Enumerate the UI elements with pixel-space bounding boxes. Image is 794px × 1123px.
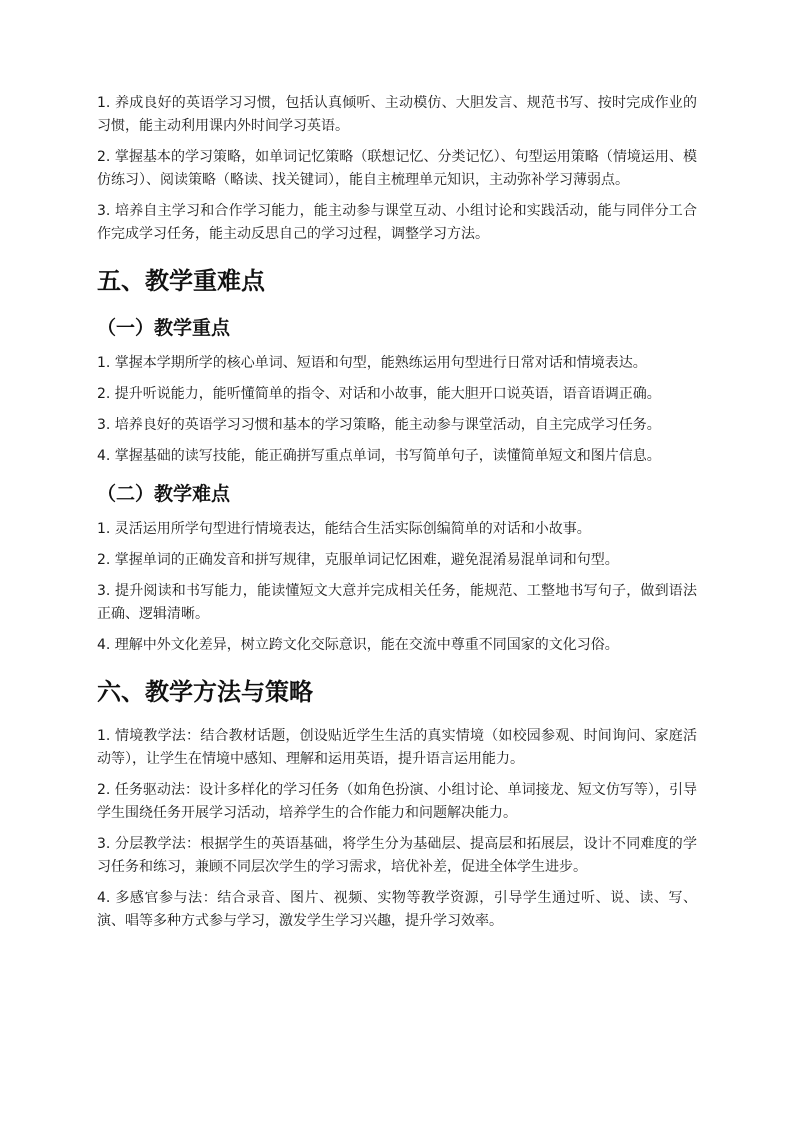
key-point-item: 4. 掌握基础的读写技能，能正确拼写重点单词，书写简单句子，读懂简单短文和图片信息。 <box>97 448 661 464</box>
section-5-2-heading: （二）教学难点 <box>97 483 231 505</box>
intro-paragraph-2: 2. 掌握基本的学习策略，如单词记忆策略（联想记忆、分类记忆）、句型运用策略（情境运用、模仿练习）、阅读策略（略读、找关键词），能自主梳理单元知识，主动弥补学习薄弱点。 <box>97 149 697 188</box>
method-item: 4. 多感官参与法：结合录音、图片、视频、实物等教学资源，引导学生通过听、说、读、写、演、唱等多种方式参与学习，激发学生学习兴趣，提升学习效率。 <box>97 890 697 929</box>
intro-paragraph-1: 1. 养成良好的英语学习习惯，包括认真倾听、主动模仿、大胆发言、规范书写、按时完成作业的习惯，能主动利用课内外时间学习英语。 <box>97 95 697 134</box>
key-point-item: 2. 提升听说能力，能听懂简单的指令、对话和小故事，能大胆开口说英语，语音语调正确。 <box>97 386 661 402</box>
section-6-heading: 六、教学方法与策略 <box>97 678 313 706</box>
method-item: 3. 分层教学法：根据学生的英语基础，将学生分为基础层、提高层和拓展层，设计不同难度的学习任务和练习，兼顾不同层次学生的学习需求，培优补差，促进全体学生进步。 <box>97 836 697 875</box>
difficulty-item: 2. 掌握单词的正确发音和拼写规律，克服单词记忆困难，避免混淆易混单词和句型。 <box>97 552 619 568</box>
key-point-item: 1. 掌握本学期所学的核心单词、短语和句型，能熟练运用句型进行日常对话和情境表达。 <box>97 355 647 371</box>
difficulty-item: 1. 灵活运用所学句型进行情境表达，能结合生活实际创编简单的对话和小故事。 <box>97 521 591 537</box>
section-5-heading: 五、教学重难点 <box>97 267 265 295</box>
section-5-1-heading: （一）教学重点 <box>97 317 231 339</box>
difficulty-item: 4. 理解中外文化差异，树立跨文化交际意识，能在交流中尊重不同国家的文化习俗。 <box>97 637 619 653</box>
difficulty-item: 3. 提升阅读和书写能力，能读懂短文大意并完成相关任务，能规范、工整地书写句子，做到语法正确、逻辑清晰。 <box>97 583 697 622</box>
method-item: 1. 情境教学法：结合教材话题，创设贴近学生生活的真实情境（如校园参观、时间询问、家庭活动等），让学生在情境中感知、理解和运用英语，提升语言运用能力。 <box>97 728 697 767</box>
key-point-item: 3. 培养良好的英语学习习惯和基本的学习策略，能主动参与课堂活动，自主完成学习任务。 <box>97 417 661 433</box>
method-item: 2. 任务驱动法：设计多样化的学习任务（如角色扮演、小组讨论、单词接龙、短文仿写等），引导学生围绕任务开展学习活动，培养学生的合作能力和问题解决能力。 <box>97 782 697 821</box>
intro-paragraph-3: 3. 培养自主学习和合作学习能力，能主动参与课堂互动、小组讨论和实践活动，能与同伴分工合作完成学习任务，能主动反思自己的学习过程，调整学习方法。 <box>97 203 697 242</box>
